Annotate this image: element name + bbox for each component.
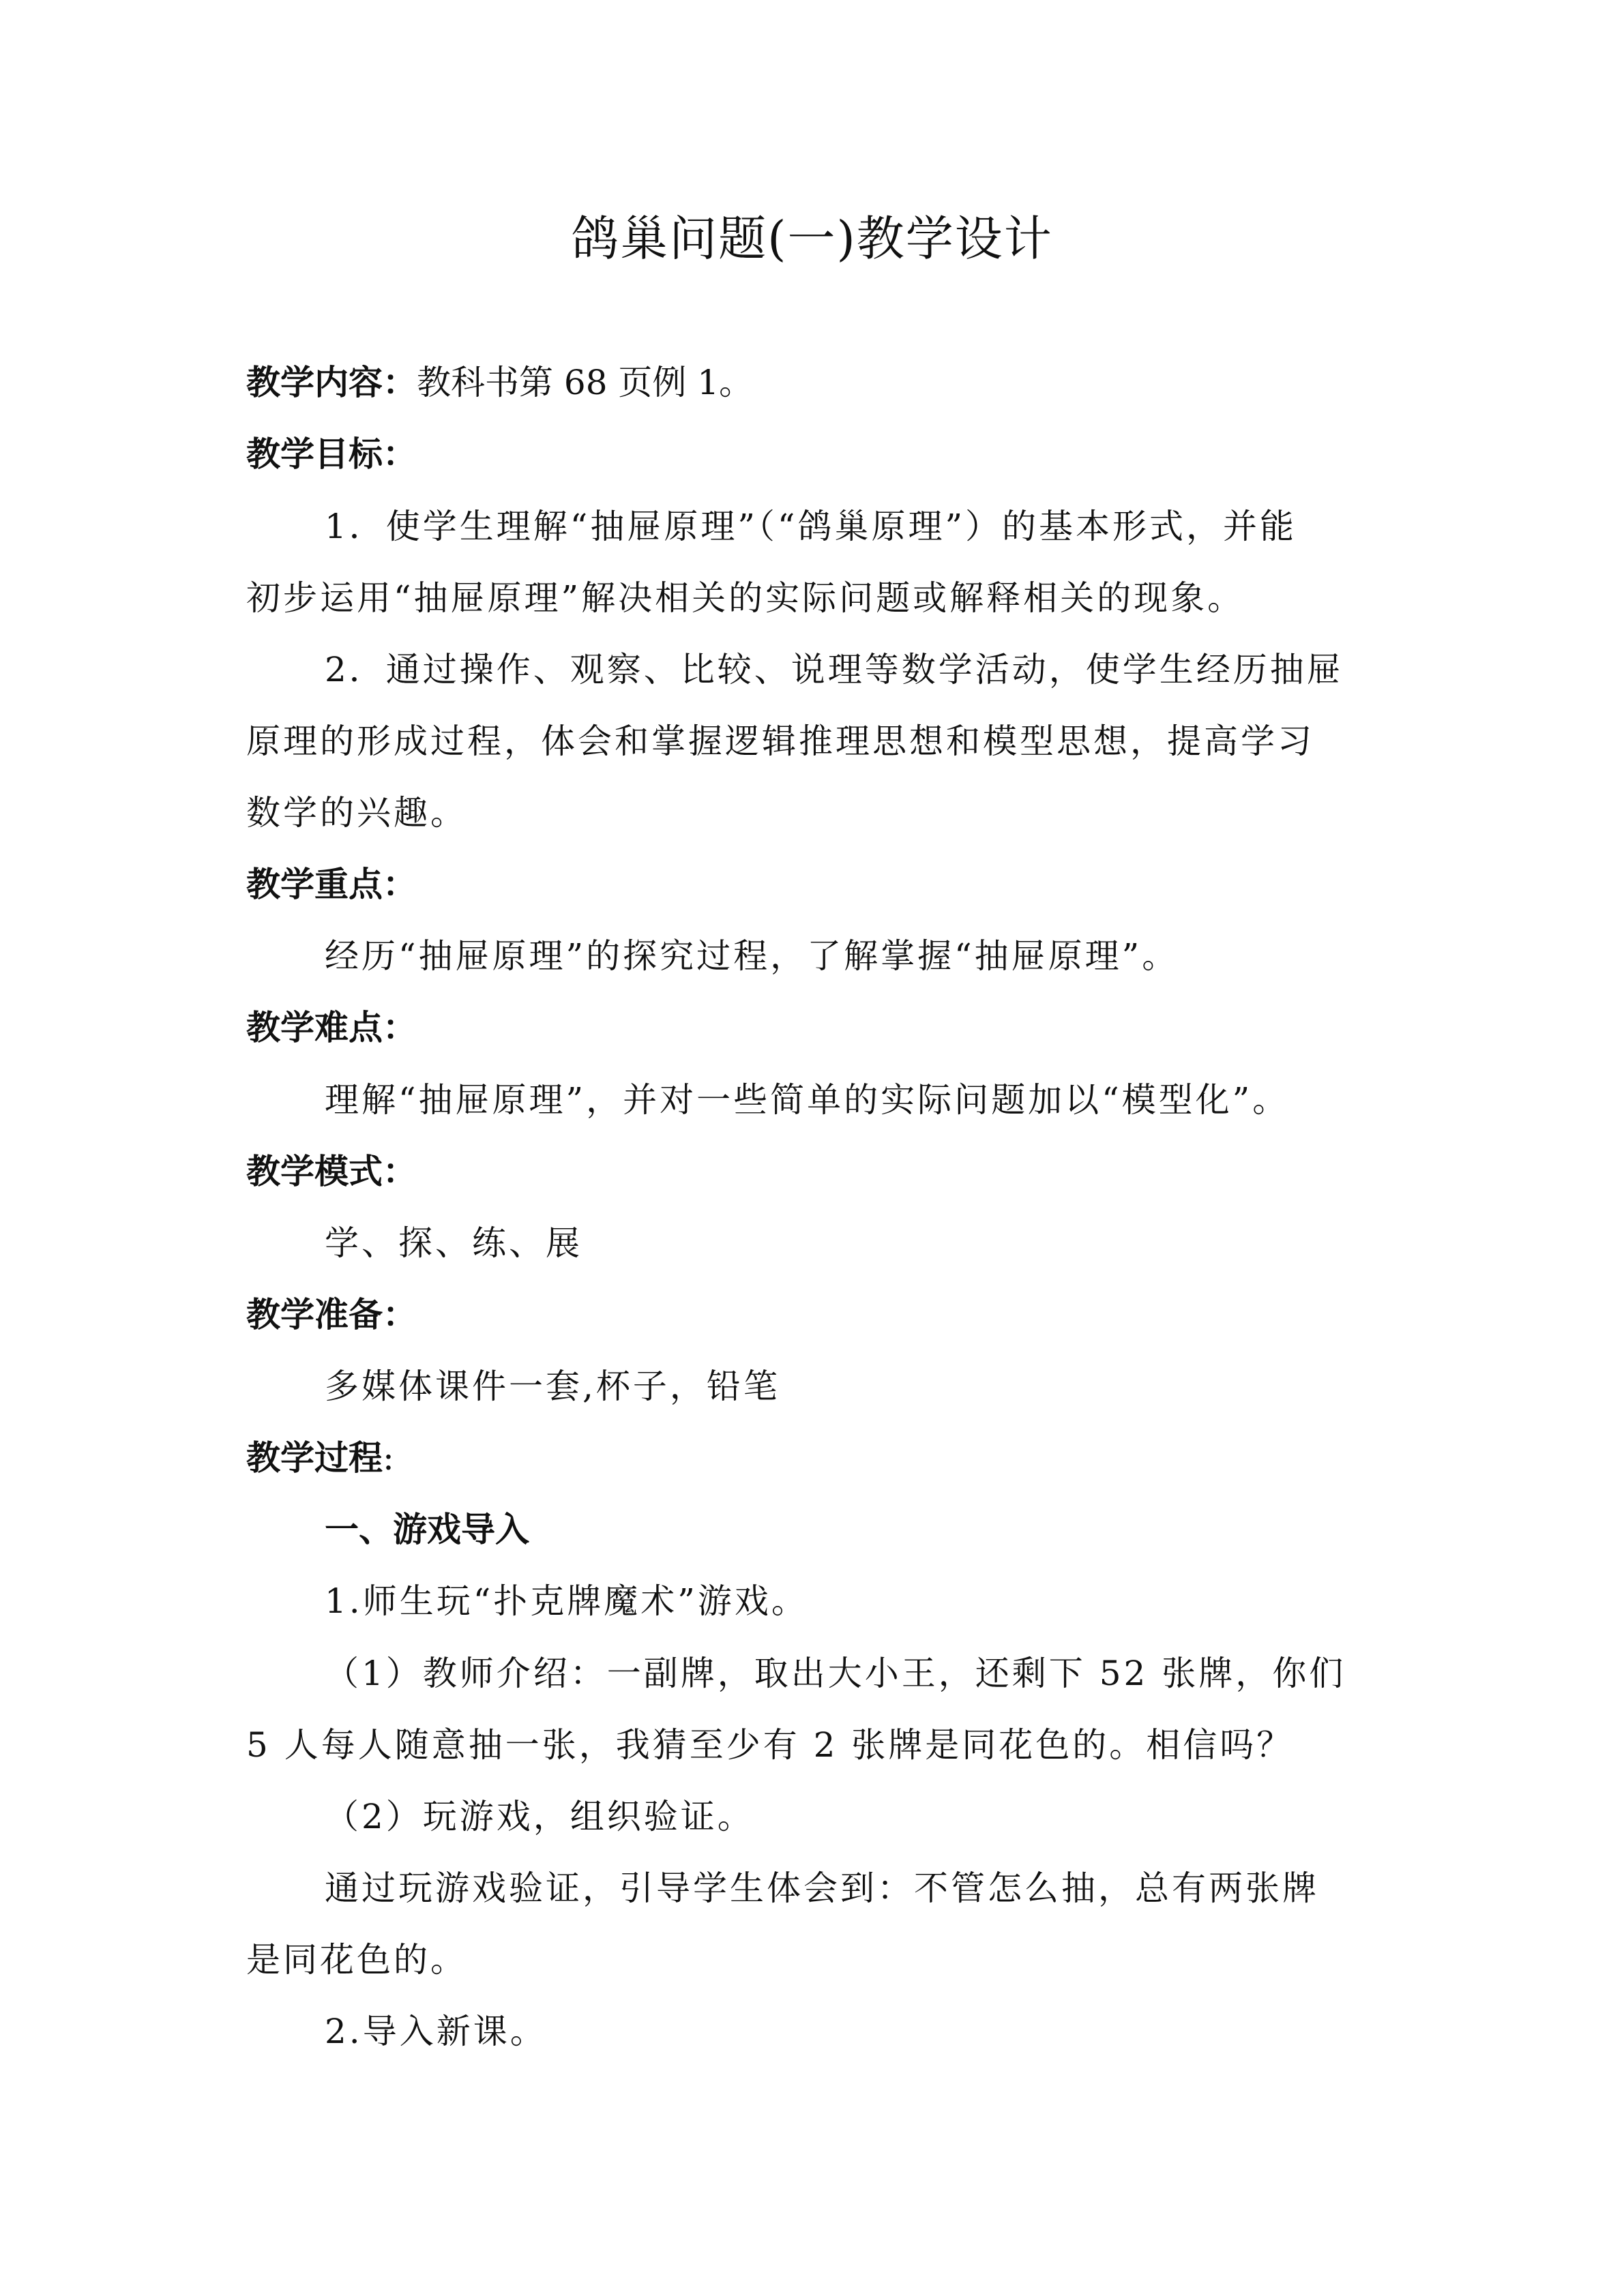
teaching-goals-label: 教学目标： bbox=[246, 434, 417, 474]
prep-text: 多媒体课件一套,杯子，铅笔 bbox=[325, 1367, 780, 1406]
process-line: 通过玩游戏验证，引导学生体会到：不管怎么抽，总有两张牌 bbox=[325, 1868, 1319, 1908]
key-point-label: 教学重点： bbox=[246, 865, 417, 904]
section-heading: 一、游戏导入 bbox=[325, 1510, 529, 1549]
process-line: 2.导入新课。 bbox=[325, 2012, 547, 2051]
key-point-text: 经历“抽屉原理”的探究过程，了解掌握“抽屉原理”。 bbox=[325, 936, 1179, 976]
teaching-content-label: 教学内容： bbox=[246, 363, 417, 402]
process-line: 5 人每人随意抽一张，我猜至少有 2 张牌是同花色的。相信吗？ bbox=[246, 1725, 1294, 1765]
process-colon: : bbox=[383, 1438, 394, 1478]
goal-line: 2．通过操作、观察、比较、说理等数学活动，使学生经历抽屉 bbox=[325, 650, 1344, 689]
difficulty-label: 教学难点： bbox=[246, 1008, 417, 1047]
process-line: （2）玩游戏，组织验证。 bbox=[325, 1797, 754, 1836]
goal-line: 1．使学生理解“抽屉原理”（“鸽巢原理”）的基本形式，并能 bbox=[325, 507, 1297, 546]
process-line: 1.师生玩“扑克牌魔术”游戏。 bbox=[325, 1581, 808, 1621]
prep-label: 教学准备： bbox=[246, 1295, 417, 1335]
process-line: 是同花色的。 bbox=[246, 1940, 467, 1980]
difficulty-text: 理解“抽屉原理”，并对一些简单的实际问题加以“模型化”。 bbox=[325, 1080, 1290, 1120]
mode-label: 教学模式： bbox=[246, 1152, 417, 1191]
process-label: 教学过程 bbox=[246, 1438, 383, 1478]
process-label-row bbox=[246, 1434, 394, 1482]
process-line: （1）教师介绍：一副牌，取出大小王，还剩下 52 张牌，你们 bbox=[325, 1654, 1346, 1693]
goal-line: 数学的兴趣。 bbox=[246, 793, 467, 833]
goal-line: 初步运用“抽屉原理”解决相关的实际问题或解释相关的现象。 bbox=[246, 578, 1245, 618]
teaching-content-text: 教科书第 68 页例 1。 bbox=[417, 363, 754, 402]
goal-line: 原理的形成过程，体会和掌握逻辑推理思想和模型思想，提高学习 bbox=[246, 721, 1314, 761]
document-title: 鸽巢问题(一)教学设计 bbox=[571, 211, 1053, 267]
teaching-content-row bbox=[246, 359, 753, 406]
mode-text: 学、探、练、展 bbox=[325, 1223, 582, 1263]
